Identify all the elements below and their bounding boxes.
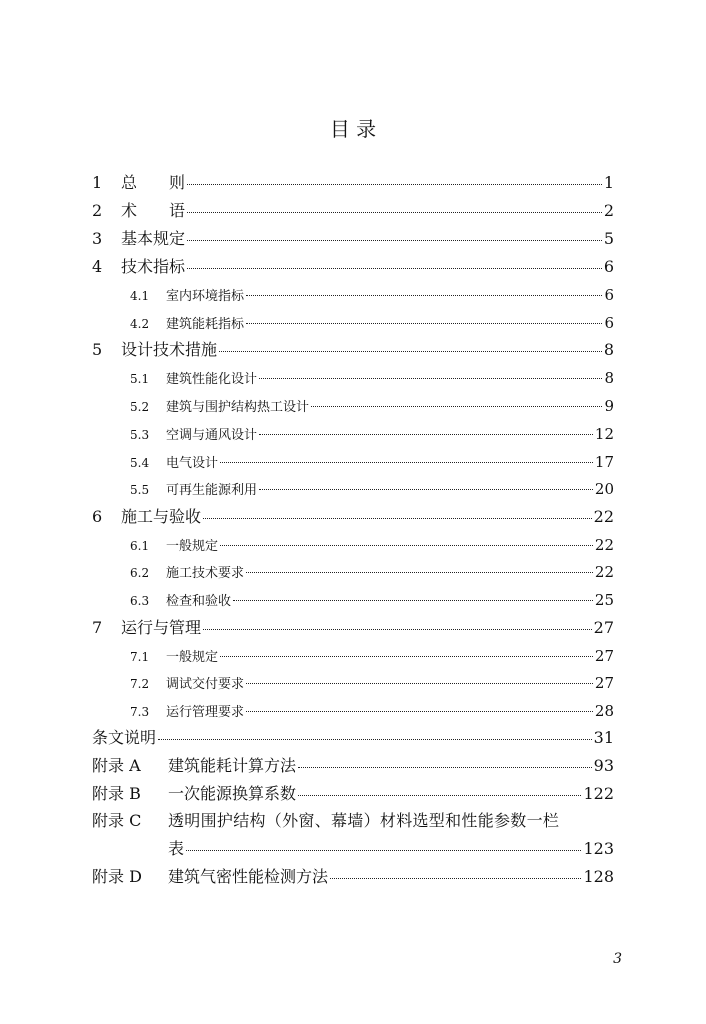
toc-entry-label: 建筑能耗指标 xyxy=(166,317,245,332)
toc-entry-page: 123 xyxy=(583,839,614,858)
toc-entry-label: 调试交付要求 xyxy=(166,677,245,692)
toc-entry-page: 5 xyxy=(603,229,614,248)
toc-subentry[interactable] xyxy=(130,285,614,303)
toc-subentry[interactable] xyxy=(130,396,614,414)
toc-entry-label: 建筑性能化设计 xyxy=(166,372,258,387)
toc-entry-number: 5.4 xyxy=(130,456,150,470)
toc-entry-page: 31 xyxy=(593,728,614,747)
toc-subentry[interactable] xyxy=(130,368,614,386)
toc-entry[interactable] xyxy=(92,725,614,747)
toc-entry-number: 1 xyxy=(92,173,103,192)
toc-entry-page: 22 xyxy=(593,507,614,526)
toc-entry-number: 6.3 xyxy=(130,594,150,608)
toc-entry-label: 技术指标 xyxy=(121,257,186,276)
toc-entry[interactable] xyxy=(92,753,614,775)
dot-leader xyxy=(187,239,602,241)
toc-entry-number: 5.1 xyxy=(130,372,150,386)
toc-entry-number: 附录 C xyxy=(92,811,142,830)
toc-entry-label: 运行管理要求 xyxy=(166,705,245,720)
page-title: 目 录 xyxy=(329,117,377,141)
toc-entry[interactable] xyxy=(92,254,614,276)
toc-entry-label: 可再生能源利用 xyxy=(166,483,258,498)
toc-entry[interactable] xyxy=(92,337,614,359)
dot-leader xyxy=(220,655,593,657)
dot-leader xyxy=(259,488,593,490)
dot-leader xyxy=(246,682,593,684)
toc-entry[interactable] xyxy=(92,615,614,637)
dot-leader xyxy=(233,599,593,601)
toc-subentry[interactable] xyxy=(130,424,614,442)
toc-entry-number: 4 xyxy=(92,257,103,276)
dot-leader xyxy=(330,877,581,879)
dot-leader xyxy=(246,294,602,296)
dot-leader xyxy=(219,350,602,352)
toc-subentry[interactable] xyxy=(130,535,614,553)
toc-entry-number: 7.3 xyxy=(130,705,150,719)
dot-leader xyxy=(298,766,592,768)
dot-leader xyxy=(311,405,602,407)
toc-entry-label: 表 xyxy=(168,839,185,858)
toc-entry-page: 8 xyxy=(603,340,614,359)
toc-entry-page: 128 xyxy=(583,867,614,886)
toc-entry-number: 附录 A xyxy=(92,756,141,775)
toc-entry-label: 一般规定 xyxy=(166,539,219,554)
toc-entry-number: 4.2 xyxy=(130,317,150,331)
toc-entry[interactable] xyxy=(92,170,614,192)
toc-entry-number: 4.1 xyxy=(130,289,150,303)
toc-entry-page: 6 xyxy=(603,257,614,276)
toc-entry-label: 建筑与围护结构热工设计 xyxy=(166,400,310,415)
dot-leader xyxy=(220,461,593,463)
toc-entry-page: 6 xyxy=(604,286,614,304)
dot-leader xyxy=(246,322,602,324)
toc-entry-label: 建筑气密性能检测方法 xyxy=(168,867,329,886)
toc-entry-number: 3 xyxy=(92,229,103,248)
toc-entry-page: 25 xyxy=(594,591,614,609)
toc-entry-page: 27 xyxy=(593,618,614,637)
toc-entry-label: 一般规定 xyxy=(166,650,219,665)
toc-entry-page: 27 xyxy=(594,674,614,692)
toc-entry-number: 附录 D xyxy=(92,867,142,886)
toc-entry-label: 检查和验收 xyxy=(166,594,232,609)
toc-entry-page: 12 xyxy=(594,425,614,443)
toc-entry[interactable] xyxy=(92,864,614,886)
dot-leader xyxy=(186,849,581,851)
toc-entry-label: 术 语 xyxy=(121,201,186,220)
toc-entry[interactable] xyxy=(92,198,614,220)
toc-subentry[interactable] xyxy=(130,452,614,470)
toc-entry-number: 7 xyxy=(92,618,103,637)
toc-entry-label: 条文说明 xyxy=(92,728,157,747)
toc-entry-page: 1 xyxy=(603,173,614,192)
toc-entry-label: 一次能源换算系数 xyxy=(168,784,297,803)
toc-entry-page: 22 xyxy=(594,536,614,554)
toc-entry-page: 20 xyxy=(594,480,614,498)
toc-subentry[interactable] xyxy=(130,479,614,497)
toc-entry-number: 5.5 xyxy=(130,483,150,497)
toc-entry[interactable] xyxy=(92,504,614,526)
toc-entry-page: 28 xyxy=(594,702,614,720)
toc-entry-number: 6.1 xyxy=(130,539,150,553)
toc-entry-number: 6 xyxy=(92,507,103,526)
toc-entry-number: 5 xyxy=(92,340,103,359)
toc-entry-label: 施工技术要求 xyxy=(166,566,245,581)
toc-entry-number: 6.2 xyxy=(130,566,150,580)
toc-entry-label: 总 则 xyxy=(121,173,186,192)
toc-entry-label: 空调与通风设计 xyxy=(166,428,258,443)
toc-entry-label: 电气设计 xyxy=(166,456,219,471)
toc-subentry[interactable] xyxy=(130,590,614,608)
dot-leader xyxy=(298,794,581,796)
toc-entry-page: 2 xyxy=(603,201,614,220)
toc-subentry[interactable] xyxy=(130,313,614,331)
dot-leader xyxy=(203,517,592,519)
toc-entry[interactable] xyxy=(92,808,614,830)
dot-leader xyxy=(187,183,602,185)
toc-entry[interactable] xyxy=(92,781,614,803)
dot-leader xyxy=(187,267,602,269)
toc-entry-page: 27 xyxy=(594,647,614,665)
toc-subentry[interactable] xyxy=(130,701,614,719)
toc-entry-number: 附录 B xyxy=(92,784,141,803)
toc-entry-page: 8 xyxy=(604,369,614,387)
dot-leader xyxy=(203,628,592,630)
toc-entry-number: 5.3 xyxy=(130,428,150,442)
dot-leader xyxy=(259,377,602,379)
toc-entry-number: 7.2 xyxy=(130,677,150,691)
dot-leader xyxy=(187,211,602,213)
dot-leader xyxy=(259,433,593,435)
toc-subentry[interactable] xyxy=(130,673,614,691)
toc-entry-page: 9 xyxy=(604,397,614,415)
toc-entry-label: 室内环境指标 xyxy=(166,289,245,304)
page-number: 3 xyxy=(613,951,622,967)
dot-leader xyxy=(246,710,593,712)
toc-entry-number: 2 xyxy=(92,201,103,220)
toc-entry-number: 7.1 xyxy=(130,650,150,664)
toc-entry-label: 设计技术措施 xyxy=(121,340,218,359)
toc-entry-page: 122 xyxy=(583,784,614,803)
toc-entry-label: 基本规定 xyxy=(121,229,186,248)
toc-entry-label: 运行与管理 xyxy=(121,618,202,637)
dot-leader xyxy=(220,544,593,546)
toc-entry-continuation[interactable] xyxy=(168,836,614,858)
toc-entry-number: 5.2 xyxy=(130,400,150,414)
toc-subentry[interactable] xyxy=(130,646,614,664)
toc-entry-label: 建筑能耗计算方法 xyxy=(168,756,297,775)
dot-leader xyxy=(246,571,593,573)
toc-entry-label: 透明围护结构（外窗、幕墙）材料选型和性能参数一栏 xyxy=(168,811,560,830)
toc-entry-page: 93 xyxy=(593,756,614,775)
dot-leader xyxy=(158,738,592,740)
toc-entry[interactable] xyxy=(92,226,614,248)
toc-entry-page: 22 xyxy=(594,563,614,581)
toc-entry-label: 施工与验收 xyxy=(121,507,202,526)
toc-entry-page: 6 xyxy=(604,314,614,332)
toc-entry-page: 17 xyxy=(594,453,614,471)
toc-subentry[interactable] xyxy=(130,562,614,580)
